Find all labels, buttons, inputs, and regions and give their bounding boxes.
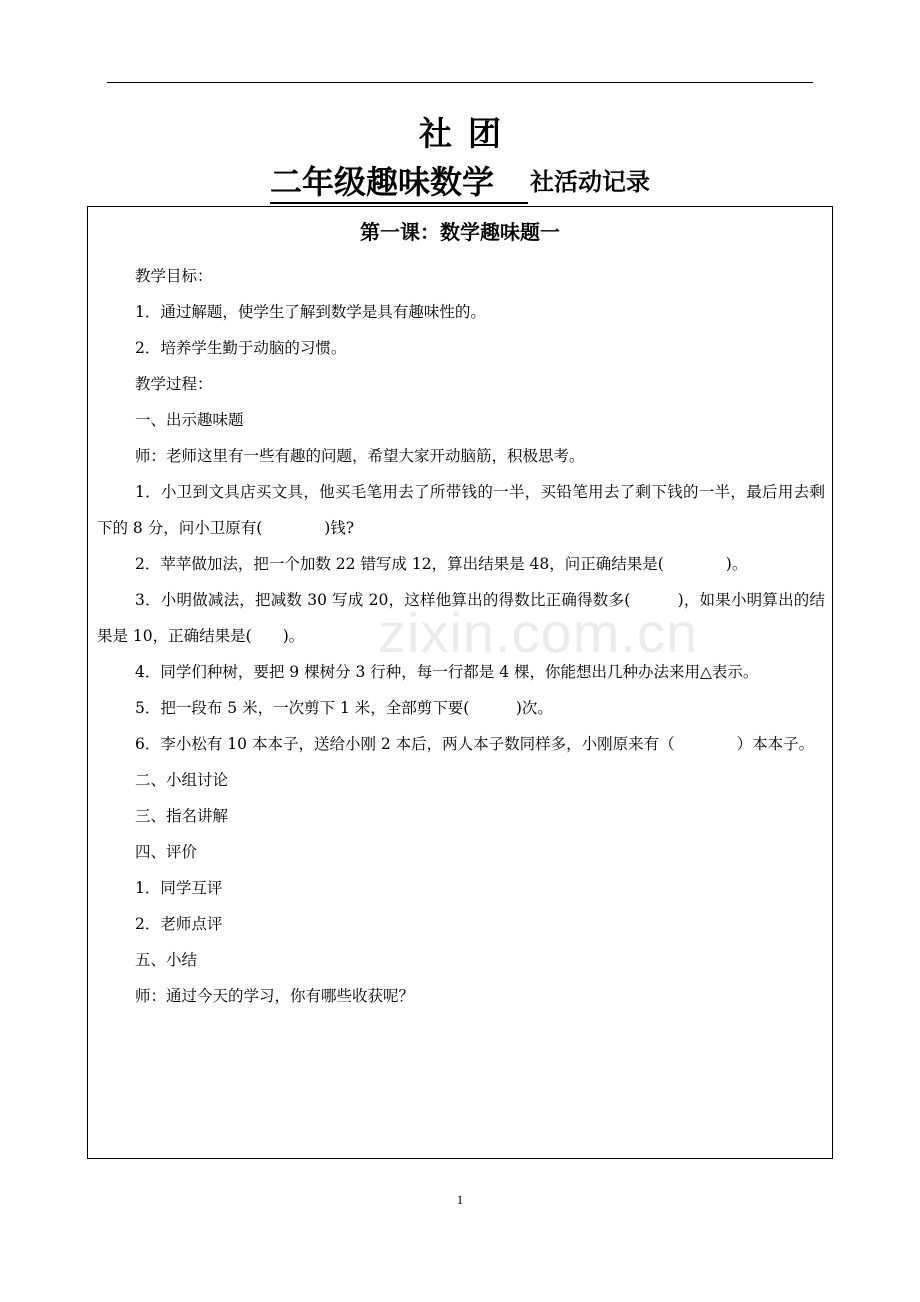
header-rule bbox=[107, 82, 813, 83]
problem-item: 1．小卫到文具店买文具，他买毛笔用去了所带钱的一半，买铅笔用去了剩下钱的一半，最后用去剩下的 8 分，问小卫原有( )钱? bbox=[97, 483, 825, 537]
section-heading: 教学过程： bbox=[135, 375, 213, 393]
section-heading: 四、评价 bbox=[135, 843, 198, 861]
page-number: 1 bbox=[456, 1192, 464, 1207]
club-name: 二年级趣味数学 bbox=[270, 162, 528, 204]
problem-item: 3．小明做减法，把减数 30 写成 20，这样他算出的得数比正确得数多( )，如果小明算出的结果是 10，正确结果是( )。 bbox=[97, 591, 825, 645]
section-heading: 五、小结 bbox=[135, 951, 198, 969]
problem-item: 2．苹苹做加法，把一个加数 22 错写成 12，算出结果是 48，问正确结果是( )。 bbox=[135, 555, 748, 573]
list-item: 1．同学互评 bbox=[135, 879, 223, 897]
list-item: 1．通过解题，使学生了解到数学是具有趣味性的。 bbox=[135, 303, 486, 321]
problem-item: 6．李小松有 10 本本子，送给小刚 2 本后，两人本子数同样多，小刚原来有（ ）本本子。 bbox=[135, 735, 815, 753]
watermark: zixin.com.cn bbox=[378, 601, 699, 664]
teacher-line: 师：老师这里有一些有趣的问题，希望大家开动脑筋，积极思考。 bbox=[135, 447, 585, 465]
teacher-line: 师：通过今天的学习，你有哪些收获呢？ bbox=[135, 987, 415, 1005]
section-heading: 三、指名讲解 bbox=[135, 807, 229, 825]
lesson-title: 第一课：数学趣味题一 bbox=[360, 220, 560, 244]
activity-record-box bbox=[87, 206, 833, 1159]
problem-item: 4．同学们种树，要把 9 棵树分 3 行种，每一行都是 4 棵，你能想出几种办法来用△表示。 bbox=[135, 663, 759, 681]
list-item: 2．培养学生勤于动脑的习惯。 bbox=[135, 339, 347, 357]
lesson-content bbox=[97, 258, 825, 1014]
club-name-line bbox=[0, 160, 920, 204]
problem-item: 5．把一段布 5 米，一次剪下 1 米，全部剪下要( )次。 bbox=[135, 699, 553, 717]
club-title: 社团 bbox=[419, 114, 517, 153]
section-heading: 二、小组讨论 bbox=[135, 771, 229, 789]
section-heading: 教学目标： bbox=[135, 267, 213, 285]
record-suffix: 社活动记录 bbox=[530, 168, 650, 196]
list-item: 2．老师点评 bbox=[135, 915, 223, 933]
section-heading: 一、出示趣味题 bbox=[135, 411, 244, 429]
